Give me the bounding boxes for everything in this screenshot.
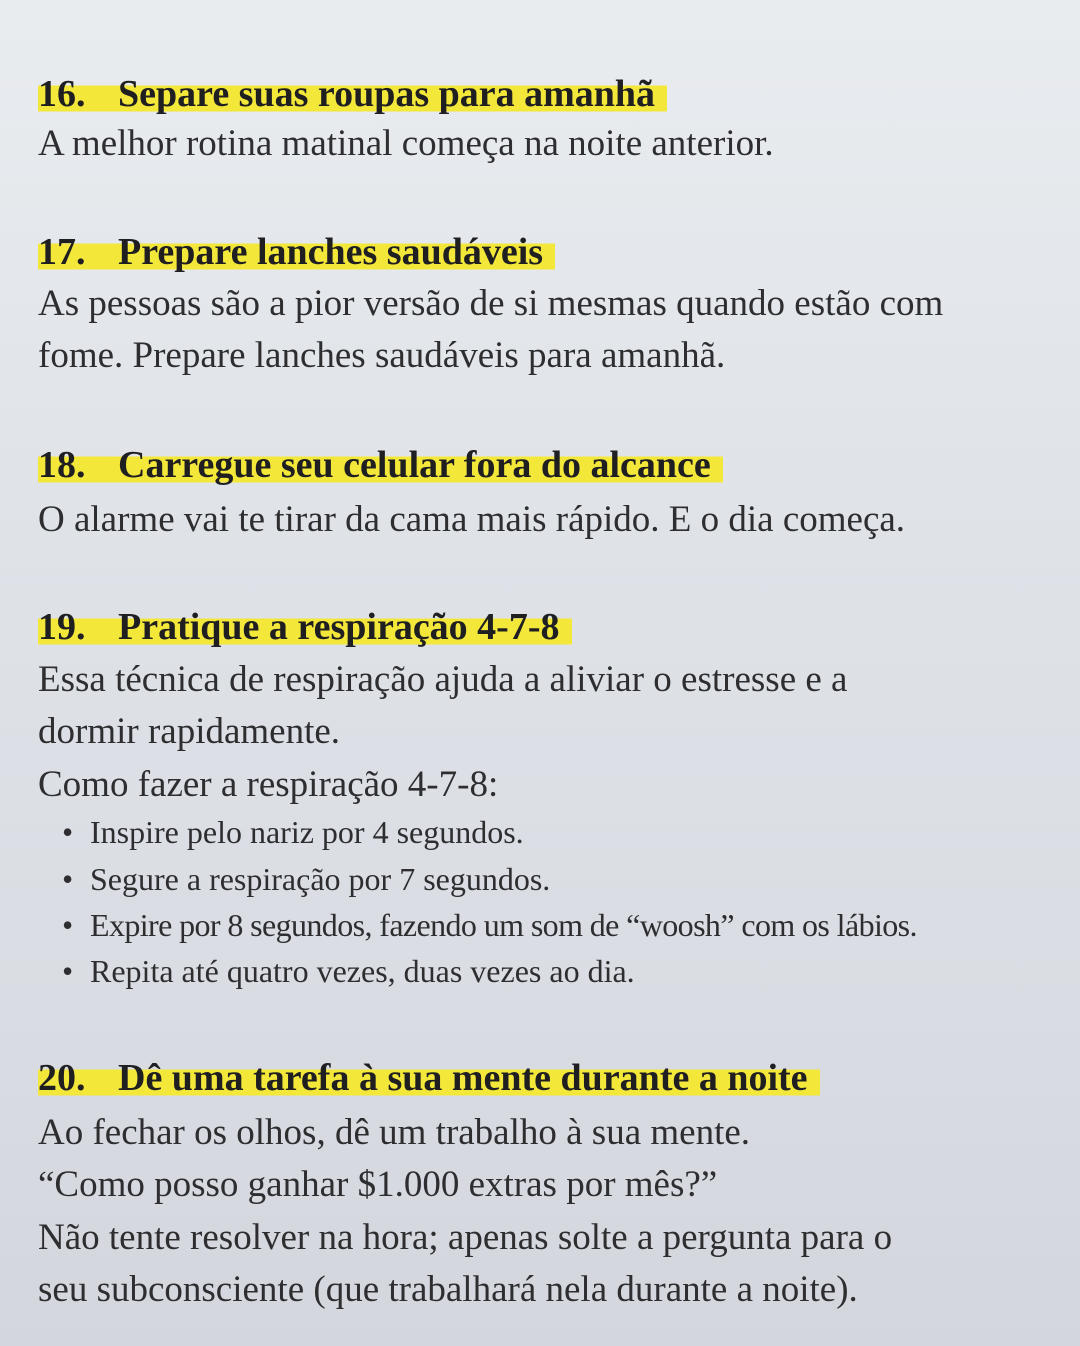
- list-item-text: Repita até quatro vezes, duas vezes ao dia.: [90, 953, 635, 989]
- item-number: 18.: [38, 444, 86, 486]
- heading-19: [38, 605, 572, 649]
- highlight: [38, 444, 723, 486]
- list-item-text: Expire por 8 segundos, fazendo um som de “woosh” com os lábios.: [90, 907, 917, 943]
- body-line: seu subconsciente (que trabalhará nela durante a noite).: [38, 1269, 858, 1310]
- heading-18: [38, 443, 723, 487]
- highlight: [38, 606, 572, 648]
- item-number: 19.: [38, 606, 86, 648]
- list-item-text: Segure a respiração por 7 segundos.: [90, 861, 551, 897]
- body-line: Não tente resolver na hora; apenas solte a pergunta para o: [38, 1217, 893, 1258]
- list-item: [62, 812, 524, 852]
- list-item: [62, 859, 550, 899]
- list-item: [62, 951, 635, 991]
- body-line: dormir rapidamente.: [38, 711, 341, 752]
- list-item-text: Inspire pelo nariz por 4 segundos.: [90, 814, 524, 850]
- bullet-icon: •: [62, 814, 74, 850]
- body-line: O alarme vai te tirar da cama mais rápido. E o dia começa.: [38, 499, 906, 540]
- highlight: [38, 231, 555, 273]
- item-title: Prepare lanches saudáveis: [118, 231, 544, 273]
- body-line: fome. Prepare lanches saudáveis para amanhã.: [38, 335, 726, 376]
- item-number: 17.: [38, 231, 86, 273]
- body-line: A melhor rotina matinal começa na noite anterior.: [38, 123, 774, 164]
- body-line: “Como posso ganhar $1.000 extras por mês?”: [38, 1164, 718, 1205]
- item-number: 20.: [38, 1057, 86, 1099]
- list-item: [62, 905, 917, 945]
- highlight: [38, 73, 667, 115]
- item-title: Dê uma tarefa à sua mente durante a noite: [118, 1057, 808, 1099]
- highlight: [38, 1057, 820, 1099]
- bullet-icon: •: [62, 953, 74, 989]
- item-title: Carregue seu celular fora do alcance: [118, 444, 711, 486]
- body-line: Essa técnica de respiração ajuda a aliviar o estresse e a: [38, 659, 848, 700]
- heading-16: [38, 72, 667, 116]
- item-title: Separe suas roupas para amanhã: [118, 73, 656, 115]
- bullet-icon: •: [62, 907, 74, 943]
- item-title: Pratique a respiração 4-7-8: [118, 606, 560, 648]
- heading-20: [38, 1056, 820, 1100]
- body-line: Ao fechar os olhos, dê um trabalho à sua mente.: [38, 1112, 751, 1153]
- item-number: 16.: [38, 73, 86, 115]
- bullet-icon: •: [62, 861, 74, 897]
- body-line: Como fazer a respiração 4-7-8:: [38, 764, 499, 805]
- heading-17: [38, 230, 555, 274]
- body-line: As pessoas são a pior versão de si mesmas quando estão com: [38, 283, 944, 324]
